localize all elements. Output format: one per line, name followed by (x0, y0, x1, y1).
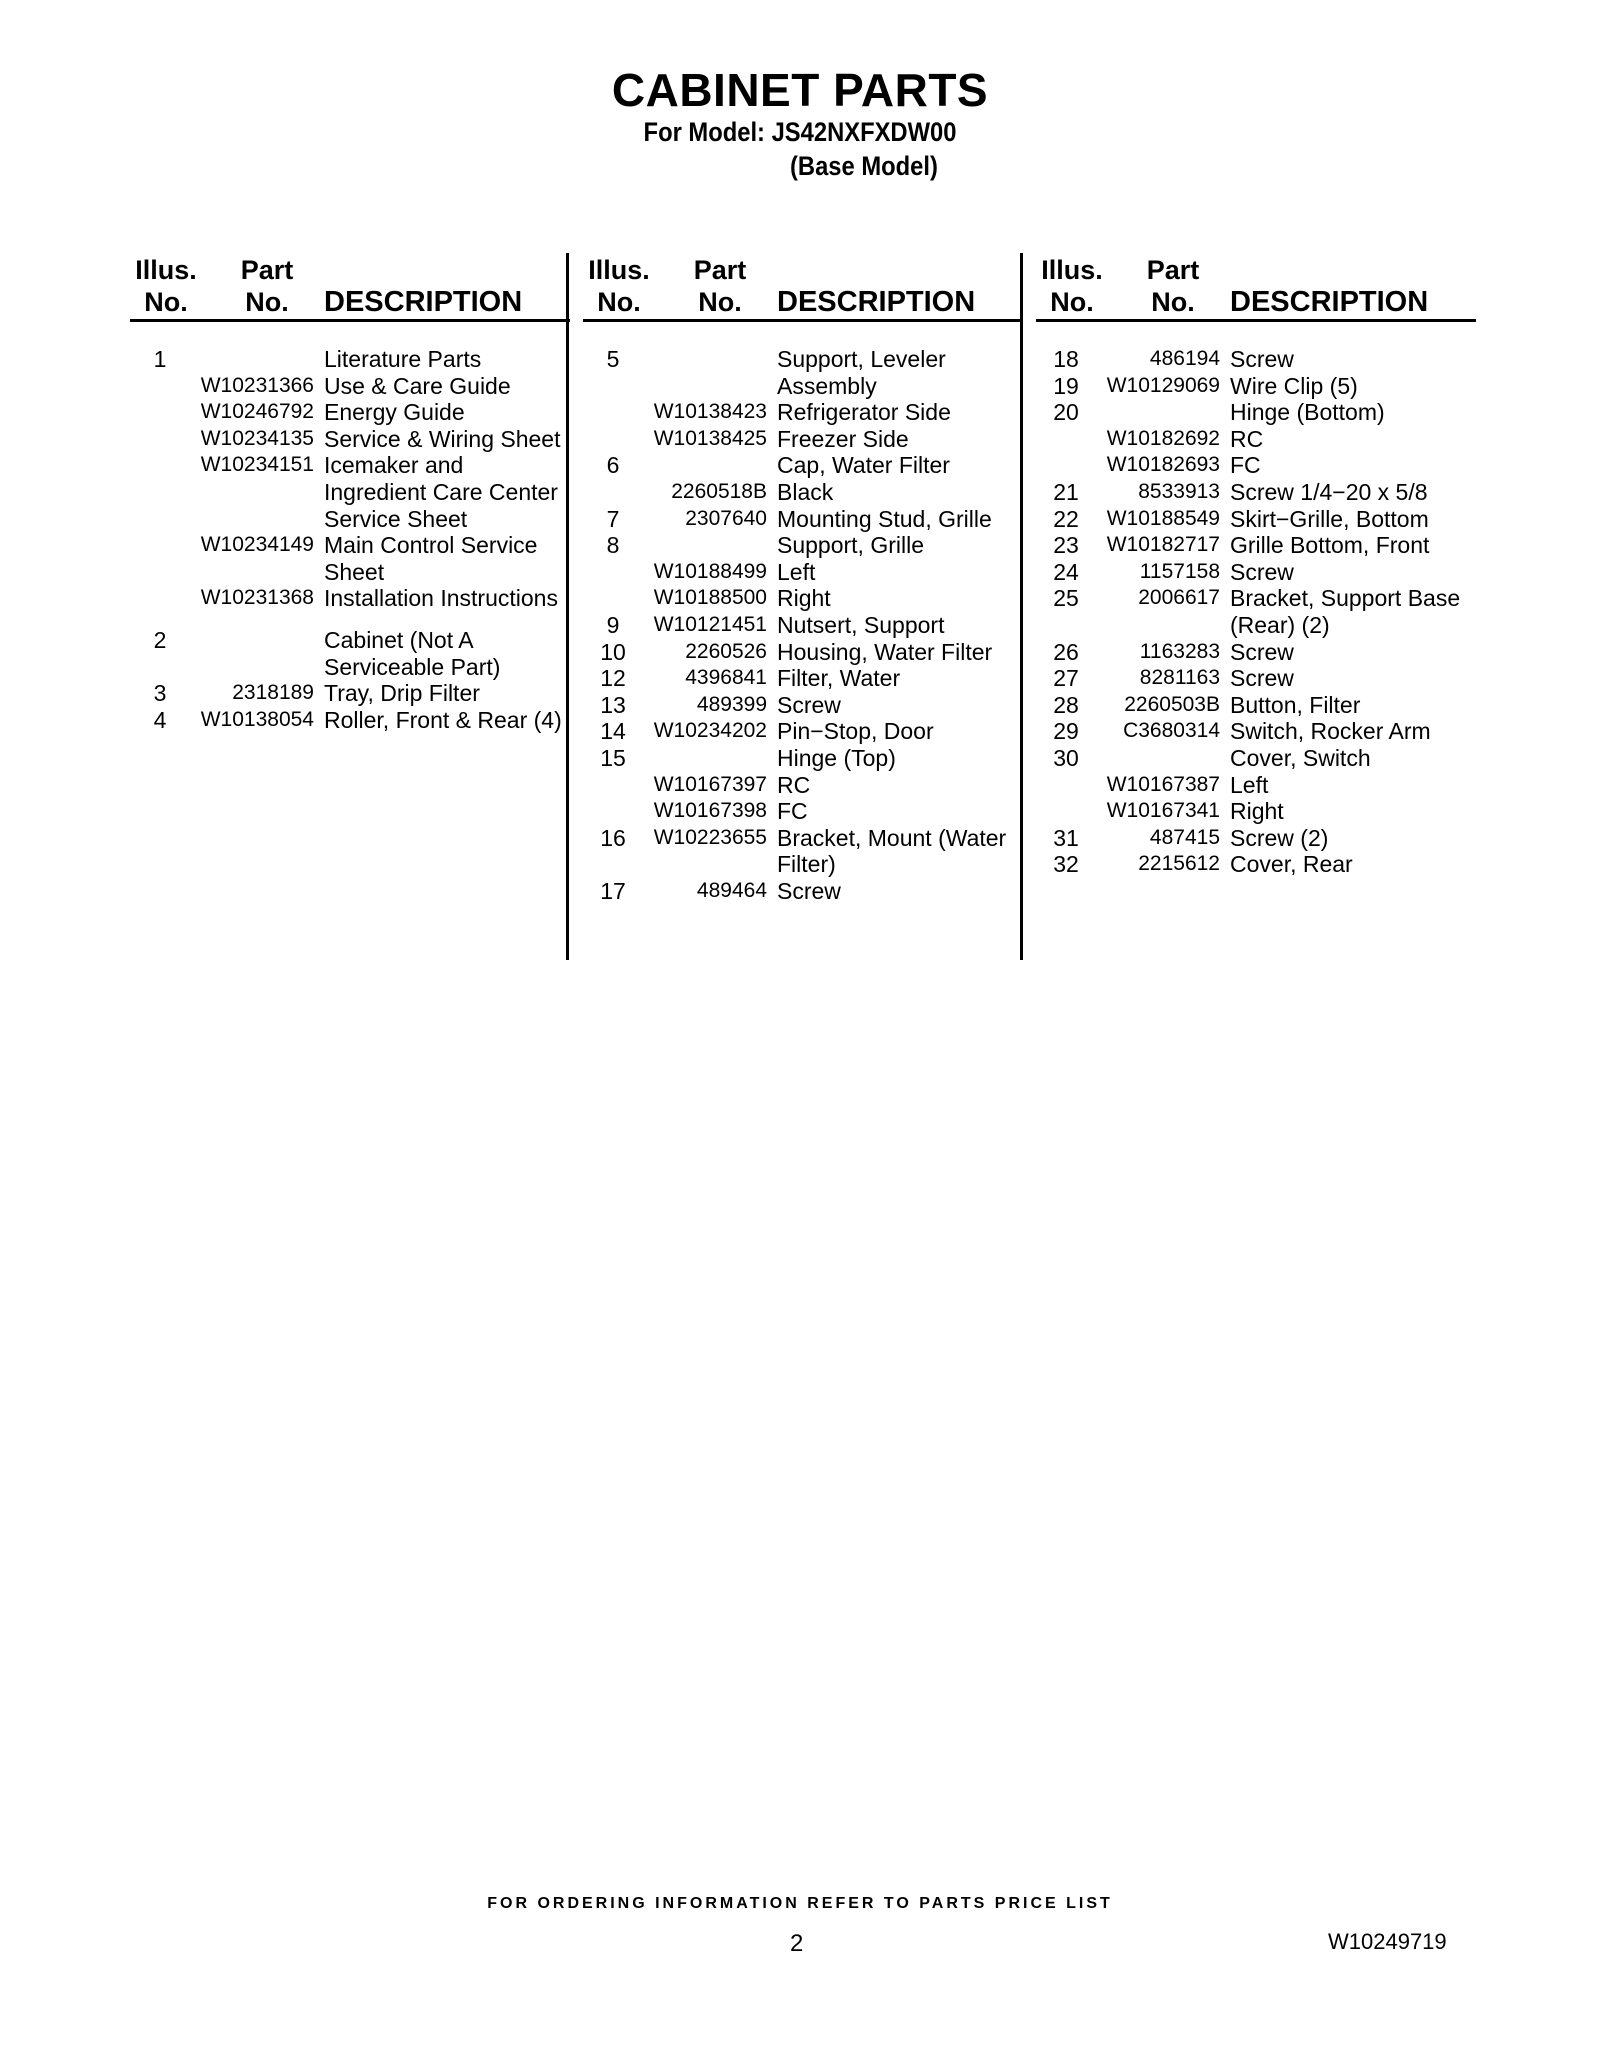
part-number: W10182717 (1106, 533, 1220, 557)
part-row (583, 479, 1023, 506)
part-description: Support, Leveler Assembly (777, 346, 946, 399)
part-row (583, 506, 1023, 533)
part-description: Cap, Water Filter (777, 452, 950, 479)
illus-header: Illus. (135, 255, 197, 285)
part-number: 2307640 (685, 506, 767, 530)
illus-number: 18 (1053, 346, 1079, 372)
column-divider (1020, 253, 1023, 960)
part-description: Screw (1230, 558, 1294, 585)
part-number: W10138425 (653, 426, 767, 450)
part-row (1036, 851, 1476, 878)
part-description: Right (777, 585, 831, 612)
part-description: Screw (2) (1230, 824, 1329, 851)
part-description: Screw (777, 877, 841, 904)
part-description: Cover, Rear (1230, 851, 1353, 878)
part-row (1036, 825, 1476, 852)
part-number: W10138423 (653, 400, 767, 424)
part-row (1036, 772, 1476, 799)
part-number: W10167398 (653, 799, 767, 823)
illus-number: 14 (600, 718, 626, 745)
part-number: W10167341 (1106, 799, 1220, 823)
part-description: Switch, Rocker Arm (1230, 718, 1431, 745)
part-row (1036, 479, 1476, 506)
illus-number: 16 (600, 824, 626, 851)
part-description: Hinge (Bottom) (1230, 399, 1385, 426)
part-description: Left (1230, 771, 1269, 798)
part-row (583, 692, 1023, 719)
parts-column-3 (1036, 253, 1476, 878)
part-number: W10234149 (200, 533, 314, 557)
part-number: W10223655 (653, 825, 767, 849)
part-row (583, 798, 1023, 825)
part-row (583, 612, 1023, 639)
part-row (1036, 745, 1476, 772)
part-description: Button, Filter (1230, 691, 1361, 718)
part-row (130, 532, 570, 585)
part-row (1036, 426, 1476, 453)
part-row (1036, 665, 1476, 692)
part-number: W10188500 (653, 586, 767, 610)
part-row (130, 346, 570, 373)
part-number: 489464 (696, 878, 767, 902)
column-header (583, 253, 1023, 322)
illus-number: 2 (153, 626, 167, 653)
part-description: Literature Parts (324, 346, 482, 372)
illus-number: 9 (606, 611, 620, 638)
part-description: Cabinet (Not A Serviceable Part) (324, 626, 501, 680)
part-description: Screw (1230, 665, 1294, 692)
part-number: 2215612 (1138, 852, 1220, 876)
part-number: 487415 (1149, 825, 1220, 849)
part-number: W10188499 (653, 559, 767, 583)
part-description: Use & Care Guide (324, 372, 511, 399)
part-description: Screw 1/4−20 x 5/8 (1230, 478, 1428, 505)
part-number: W10138054 (200, 707, 314, 731)
part-description: Service & Wiring Sheet (324, 425, 561, 452)
part-description: Installation Instructions (324, 585, 558, 612)
illus-number: 23 (1053, 532, 1079, 559)
illus-number: 20 (1053, 399, 1079, 426)
model-number: For Model: JS42NXFXDW00 (643, 117, 957, 147)
illus-header: No. (1050, 287, 1094, 317)
part-row (1036, 532, 1476, 559)
row-gap (130, 612, 570, 627)
illus-number: 15 (600, 744, 626, 771)
illus-number: 13 (600, 691, 626, 718)
illus-number: 24 (1053, 558, 1079, 585)
part-row (583, 585, 1023, 612)
part-number: 2260503B (1124, 692, 1220, 716)
part-number: 8533913 (1138, 479, 1220, 503)
part-number: W10182692 (1106, 426, 1220, 450)
part-number: W10182693 (1106, 453, 1220, 477)
illus-header: No. (597, 287, 641, 317)
part-row (1036, 506, 1476, 533)
illus-number: 7 (606, 505, 620, 532)
part-number: W10234151 (200, 453, 314, 477)
part-number: 4396841 (685, 666, 767, 690)
illus-number: 29 (1053, 718, 1079, 745)
part-row (130, 627, 570, 680)
part-number: W10129069 (1106, 373, 1220, 397)
part-row (1036, 639, 1476, 666)
part-description: RC (777, 771, 811, 798)
part-description: Screw (777, 691, 841, 718)
part-number: 2006617 (1138, 586, 1220, 610)
part-description: Black (777, 478, 834, 505)
part-header: No. (698, 287, 742, 317)
parts-column-2 (583, 253, 1023, 904)
illus-number: 17 (600, 877, 626, 904)
part-description: Grille Bottom, Front (1230, 532, 1430, 559)
ordering-note: FOR ORDERING INFORMATION REFER TO PARTS PRICE LIST (487, 1895, 1113, 1912)
column-header (1036, 253, 1476, 322)
part-description: Icemaker and Ingredient Care Center Service Sheet (324, 452, 558, 532)
part-row (583, 745, 1023, 772)
part-row (130, 585, 570, 612)
illus-number: 6 (606, 452, 620, 479)
part-description: Main Control Service Sheet (324, 532, 538, 585)
part-number: 8281163 (1139, 666, 1220, 690)
part-number: 486194 (1149, 347, 1220, 370)
description-header: DESCRIPTION (777, 286, 976, 318)
part-description: Nutsert, Support (777, 611, 945, 638)
part-number: 1157158 (1139, 559, 1220, 583)
part-number: 2318189 (232, 681, 314, 705)
part-row (1036, 373, 1476, 400)
description-header: DESCRIPTION (1230, 286, 1429, 318)
part-description: Pin−Stop, Door (777, 718, 934, 745)
part-description: Tray, Drip Filter (324, 680, 480, 707)
illus-number: 1 (153, 346, 167, 372)
part-description: Screw (1230, 638, 1294, 665)
page-title: CABINET PARTS (611, 64, 989, 116)
part-description: Wire Clip (5) (1230, 372, 1358, 399)
part-row (583, 426, 1023, 453)
illus-number: 26 (1053, 638, 1079, 665)
base-model-label: (Base Model) (790, 151, 938, 181)
part-number: W10231366 (200, 373, 314, 397)
illus-number: 4 (153, 706, 167, 733)
illus-number: 28 (1053, 691, 1079, 718)
part-row (583, 452, 1023, 479)
part-row (583, 559, 1023, 586)
part-row (583, 878, 1023, 905)
part-row (1036, 399, 1476, 426)
part-description: Bracket, Mount (Water Filter) (777, 824, 1007, 878)
part-header: Part (1146, 255, 1200, 285)
part-row (1036, 798, 1476, 825)
part-description: Freezer Side (777, 425, 909, 452)
part-row (130, 373, 570, 400)
part-row (1036, 559, 1476, 586)
part-description: FC (1230, 452, 1261, 479)
part-description: Bracket, Support Base (Rear) (2) (1230, 585, 1461, 638)
part-row (583, 718, 1023, 745)
part-row (583, 346, 1023, 399)
illus-number: 3 (153, 680, 167, 707)
part-row (583, 772, 1023, 799)
part-description: Energy Guide (324, 399, 465, 426)
part-header: Part (240, 255, 294, 285)
illus-number: 8 (606, 532, 620, 559)
illus-number: 25 (1053, 585, 1079, 612)
illus-number: 30 (1053, 744, 1079, 771)
part-description: Support, Grille (777, 532, 925, 559)
illus-number: 5 (606, 346, 620, 372)
illus-header: Illus. (588, 255, 650, 285)
part-description: Filter, Water (777, 665, 901, 692)
part-number: W10246792 (200, 400, 314, 424)
part-number: W10231368 (200, 586, 314, 610)
part-description: Skirt−Grille, Bottom (1230, 505, 1429, 532)
part-number: W10234135 (200, 426, 314, 450)
part-description: Screw (1230, 346, 1294, 372)
part-row (583, 825, 1023, 878)
part-row (583, 639, 1023, 666)
part-row (130, 426, 570, 453)
part-row (583, 665, 1023, 692)
part-number: 2260518B (671, 479, 767, 503)
part-description: Mounting Stud, Grille (777, 505, 992, 532)
document-number: W10249719 (1328, 1929, 1447, 1954)
part-description: Roller, Front & Rear (4) (324, 706, 562, 733)
part-description: Right (1230, 798, 1284, 825)
part-row (130, 707, 570, 734)
part-description: Left (777, 558, 816, 585)
part-number: W10121451 (653, 612, 767, 636)
part-number: 2260526 (685, 639, 767, 663)
part-row (1036, 718, 1476, 745)
part-description: Refrigerator Side (777, 399, 951, 426)
part-row (130, 680, 570, 707)
part-number: C3680314 (1123, 719, 1220, 743)
part-row (1036, 346, 1476, 373)
part-row (130, 399, 570, 426)
part-row (1036, 692, 1476, 719)
part-number: 1163283 (1139, 639, 1220, 663)
part-header: Part (693, 255, 747, 285)
part-number: W10167387 (1106, 772, 1220, 796)
part-row (583, 399, 1023, 426)
part-description: Cover, Switch (1230, 744, 1371, 771)
part-number: 489399 (696, 692, 767, 716)
illus-number: 19 (1053, 372, 1079, 399)
page-number: 2 (790, 1930, 804, 1957)
illus-header: No. (144, 287, 188, 317)
part-description: Housing, Water Filter (777, 638, 993, 665)
illus-number: 21 (1053, 478, 1079, 505)
part-description: FC (777, 798, 808, 825)
illus-number: 32 (1053, 851, 1079, 878)
parts-column-1 (130, 253, 570, 733)
illus-number: 22 (1053, 505, 1079, 532)
part-row (130, 452, 570, 532)
part-description: Hinge (Top) (777, 744, 896, 771)
column-header (130, 253, 570, 322)
part-row (1036, 585, 1476, 638)
description-header: DESCRIPTION (324, 286, 523, 318)
illus-header: Illus. (1041, 255, 1103, 285)
part-number: W10167397 (653, 772, 767, 796)
part-number: W10234202 (653, 719, 767, 743)
column-divider (566, 253, 569, 960)
illus-number: 12 (600, 665, 626, 692)
part-row (1036, 452, 1476, 479)
illus-number: 27 (1053, 665, 1079, 692)
part-description: RC (1230, 425, 1264, 452)
illus-number: 10 (600, 638, 626, 665)
part-header: No. (1151, 287, 1195, 317)
illus-number: 31 (1053, 824, 1079, 851)
part-number: W10188549 (1106, 506, 1220, 530)
part-header: No. (245, 287, 289, 317)
part-row (583, 532, 1023, 559)
